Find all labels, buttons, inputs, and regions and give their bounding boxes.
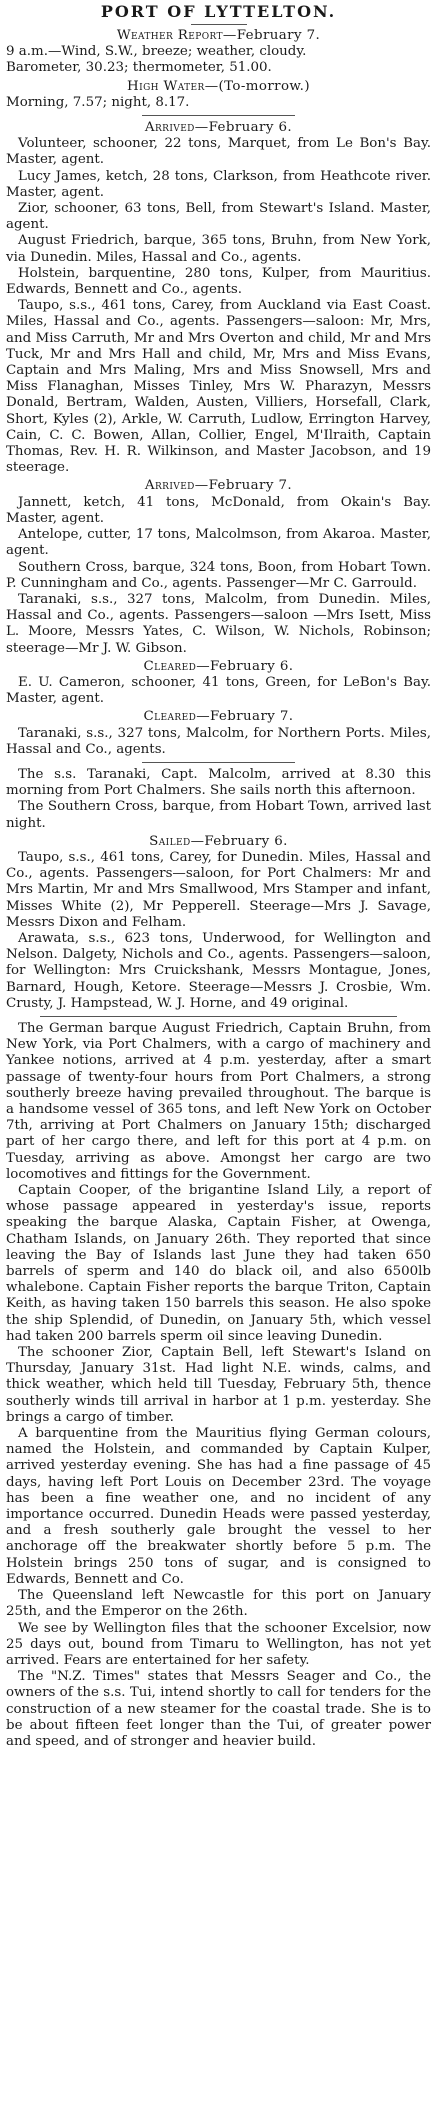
arrived-feb6-heading: [6, 120, 431, 136]
news-paragraph: Captain Cooper, of the brigantine Island Lily, a report of whose passage appeared in yesterday's issue, reports speaking the barque Alaska, Captain Fisher, at Owenga, Chatham Islands, on January 26th. They reported that since leaving the Bay of Islands last June they had taken 650 barrels of sperm and 140 do black oil, and also 6500lb whalebone. Captain Fisher reports the barque Triton, Captain Keith, as having taken 150 barrels this season. He also spoke the ship Splendid, of Dunedin, on January 5th, which vessel had taken 200 barrels sperm oil since leaving Dunedin.: [6, 1183, 431, 1344]
news-paragraph: The German barque August Friedrich, Captain Bruhn, from New York, via Port Chalmers, with a cargo of machinery and Yankee notions, arrived at 4 p.m. yesterday, after a smart passage of twenty-four hours from Port Chalmers, a strong southerly breeze having prevailed throughout. The barque is a handsome vessel of 365 tons, and left New York on October 7th, arriving at Port Chalmers on January 15th; discharged part of her cargo there, and left for this port at 4 p.m. on Tuesday, arriving as above. Amongst her cargo are two locomotives and fittings for the Government.: [6, 1020, 431, 1182]
high-water-label: High Water: [127, 78, 205, 94]
shipping-entry: E. U. Cameron, schooner, 41 tons, Green, for LeBon's Bay. Master, agent.: [6, 674, 431, 707]
shipping-entry: August Friedrich, barque, 365 tons, Bruhn, from New York, via Dunedin. Miles, Hassal and Co., agents.: [6, 233, 431, 265]
news-paragraph: A barquentine from the Mauritius flying German colours, named the Holstein, and commanded by Captain Kulper, arrived yesterday evening. She has had a fine passage of 45 days, having left Port Louis on December 23rd. The voyage has been a fine weather one, and no incident of any importance occurred. Dunedin Heads were passed yesterday, and a fresh southerly gale brought the vessel to her anchorage off the breakwater shortly before 5 p.m. The Holstein brings 250 tons of sugar, and is consigned to Edwards, Bennett and Co.: [6, 1426, 431, 1587]
shipping-entry: Taranaki, s.s., 327 tons, Malcolm, from Dunedin. Miles, Hassal and Co., agents. Passengers—saloon —Mrs Isett, Miss L. Moore, Messrs Yates, C. Wilson, W. Nichols, Robinson; steerage—Mr J. W. Gibson.: [6, 591, 431, 656]
sailed-date: —February 6.: [190, 833, 288, 849]
news-paragraph: The Queensland left Newcastle for this port on January 25th, and the Emperor on the 26th.: [6, 1588, 431, 1620]
cleared-date: —February 7.: [196, 709, 294, 725]
shipping-entry: Jannett, ketch, 41 tons, McDonald, from Okain's Bay. Master, agent.: [6, 494, 431, 526]
shipping-entry: Taupo, s.s., 461 tons, Carey, from Auckland via East Coast. Miles, Hassal and Co., agents. Passengers—saloon: Mr, Mrs, and Miss Carruth, Mr and Mrs Overton and child, Mr and Mrs Tuck, Mr and Mrs Hall and child, Mr, Mrs and Miss Evans, Captain and Mrs Maling, Mrs and Miss Snowsell, Mrs and Miss Flanaghan, Misses Tinley, Mrs W. Pharazyn, Messrs Donald, Bertram, Walden, Austen, Villiers, Horsefall, Clark, Short, Kyles (2), Arkle, W. Carruth, Ludlow, Errington Harvey, Cain, C. C. Bowen, Allan, Collier, Engel, M'Ilraith, Captain Thomas, Rev. H. R. Wilkinson, and Master Jacobson, and 19 steerage.: [6, 298, 431, 476]
shipping-entry: Holstein, barquentine, 280 tons, Kulper, from Mauritius. Edwards, Bennett and Co., agents.: [6, 265, 431, 298]
high-water-heading: [6, 79, 431, 95]
page-title: PORT OF LYTTELTON.: [100, 2, 337, 21]
arrived-label: Arrived: [144, 478, 195, 494]
news-paragraph: The Southern Cross, barque, from Hobart Town, arrived last night.: [6, 799, 431, 831]
shipping-entry: Zior, schooner, 63 tons, Bell, from Stewart's Island. Master, agent.: [6, 201, 431, 233]
weather-report-label: Weather Report: [116, 28, 223, 43]
news-paragraph: We see by Wellington files that the schooner Excelsior, now 25 days out, bound from Timaru to Wellington, has not yet arrived. Fears are entertained for her safety.: [6, 1620, 431, 1668]
arrived-date: —February 7.: [194, 478, 293, 494]
weather-report-heading: [6, 28, 431, 44]
high-water-times: Morning, 7.57; night, 8.17.: [6, 94, 190, 110]
cleared-date: —February 6.: [196, 658, 294, 674]
arrived-label: Arrived: [144, 120, 195, 136]
cleared-feb7-heading: [6, 709, 431, 725]
shipping-entry: Arawata, s.s., 623 tons, Underwood, for Wellington and Nelson. Dalgety, Nichols and Co., agents. Passengers—saloon, for Wellington: Mrs Cruickshank, Messrs Montague, Jones, Barnard, Hough, Ketore. Steerage—Messrs J. Crosbie, Wm. Crusty, J. Hampstead, W. J. Horne, and 49 original.: [6, 930, 431, 1011]
barometer-line: Barometer, 30.23; thermometer, 51.00.: [6, 60, 272, 76]
cleared-label: Cleared: [143, 658, 197, 674]
news-paragraph: The schooner Zior, Captain Bell, left Stewart's Island on Thursday, January 31st. Had light N.E. winds, calms, and thick weather, which held till Tuesday, February 5th, thence southerly winds till arrival in harbor at 1 p.m. yesterday. She brings a cargo of timber.: [6, 1345, 431, 1425]
shipping-entry: Volunteer, schooner, 22 tons, Marquet, from Le Bon's Bay. Master, agent.: [6, 136, 431, 168]
news-paragraph: The s.s. Taranaki, Capt. Malcolm, arrived at 8.30 this morning from Port Chalmers. She sails north this afternoon.: [6, 766, 431, 799]
section-rule: [142, 115, 295, 116]
weather-report-date: —February 7.: [222, 28, 321, 43]
shipping-entry: Taranaki, s.s., 327 tons, Malcolm, for Northern Ports. Miles, Hassal and Co., agents.: [6, 725, 431, 757]
arrived-feb7-heading: [6, 478, 431, 494]
high-water-rest: —(To-morrow.): [204, 78, 310, 94]
cleared-feb6-heading: [6, 659, 431, 675]
section-rule: [142, 762, 295, 763]
sailed-label: Sailed: [149, 833, 191, 849]
arrived-date: —February 6.: [194, 120, 293, 136]
shipping-entry: Southern Cross, barque, 324 tons, Boon, from Hobart Town. P. Cunningham and Co., agents. Passenger—Mr C. Garrould.: [6, 559, 431, 591]
section-rule: [40, 1016, 397, 1017]
weather-line: 9 a.m.—Wind, S.W., breeze; weather, cloudy.: [6, 44, 307, 60]
shipping-entry: Lucy James, ketch, 28 tons, Clarkson, from Heathcote river. Master, agent.: [6, 168, 431, 200]
title-rule: [191, 24, 247, 25]
shipping-entry: Antelope, cutter, 17 tons, Malcolmson, from Akaroa. Master, agent.: [6, 527, 431, 559]
news-paragraph: The "N.Z. Times" states that Messrs Seager and Co., the owners of the s.s. Tui, intend shortly to call for tenders for the construction of a new steamer for the coastal trade. She is to be about fifteen feet longer than the Tui, of greater power and speed, and of stronger and heavier build.: [6, 1669, 431, 1749]
cleared-label: Cleared: [143, 709, 197, 725]
sailed-feb6-heading: [6, 834, 431, 850]
shipping-entry: Taupo, s.s., 461 tons, Carey, for Dunedin. Miles, Hassal and Co., agents. Passengers—saloon, for Port Chalmers: Mr and Mrs Martin, Mr and Mrs Smallwood, Mrs Stamper and infant, Misses White (2), Mr Pepperell. Steerage—Mrs J. Savage, Messrs Dixon and Felham.: [6, 849, 431, 930]
